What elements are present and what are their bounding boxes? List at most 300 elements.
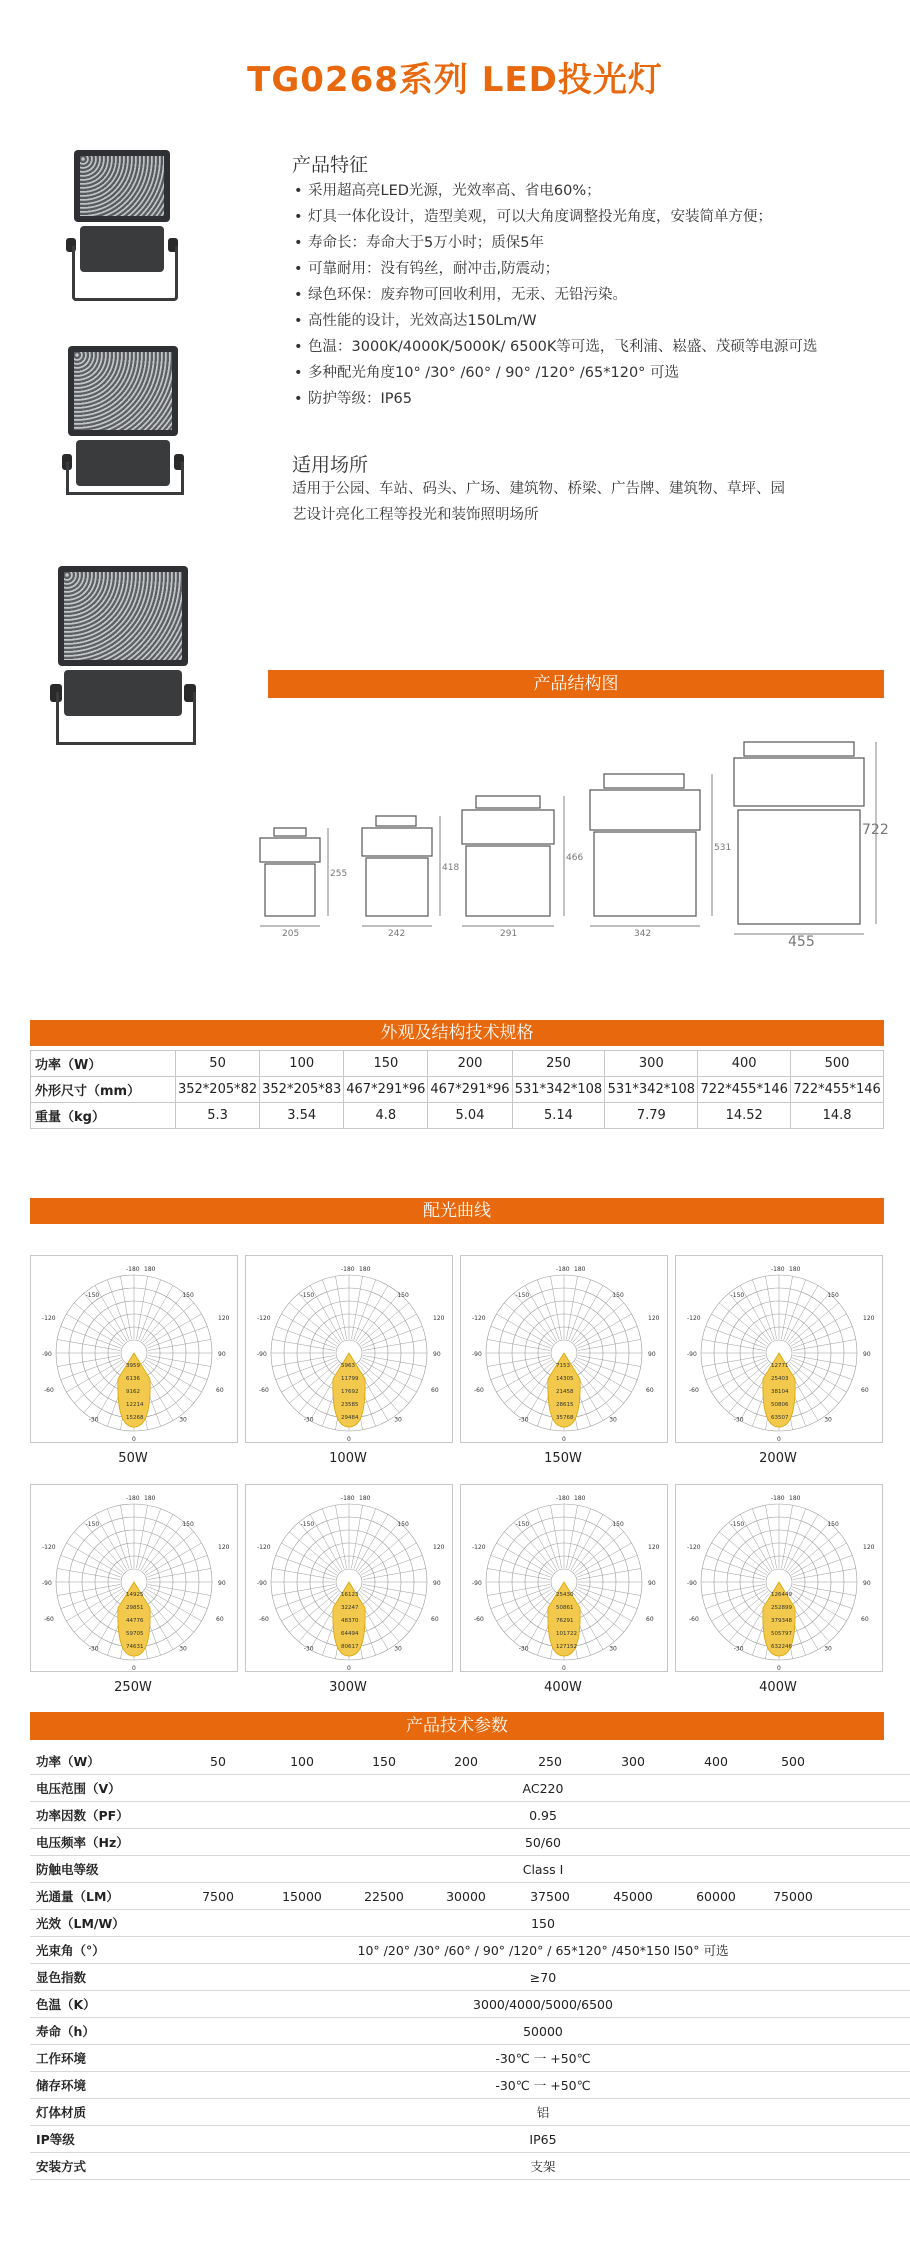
spec-cell: 500 [791,1051,884,1077]
polar-tick-label: 30 [824,1416,832,1424]
polar-tick-label: 180 [359,1266,371,1273]
params-value: 7500 [202,1888,234,1904]
polar-tick-label: -150 [300,1291,315,1299]
params-row-label: IP等级 [30,2126,176,2153]
polar-spoke [573,1522,614,1571]
spec-cell: 467*291*96 [428,1077,512,1103]
polar-tick-label: -150 [85,1291,100,1299]
polar-spoke [281,1360,336,1392]
feature-item: • 灯具一体化设计，造型美观，可以大角度调整投光角度，安装简单方便； [294,204,894,230]
polar-tick-label: -150 [515,1520,530,1528]
polar-chart [245,1484,453,1672]
polar-intensity-label: 7153 [556,1363,570,1369]
polar-tick-label: 30 [824,1645,832,1653]
polar-tick-label: 0 [777,1665,781,1671]
polar-spoke [299,1522,340,1571]
spec-cell: 100 [260,1051,344,1077]
params-row [30,1910,910,1937]
polar-tick-label: -60 [474,1387,484,1394]
polar-chart [675,1484,883,1672]
polar-tick-label: -150 [730,1520,745,1528]
params-value: 45000 [613,1888,653,1904]
polar-tick-label: -60 [44,1616,54,1623]
polar-tick-label: 120 [648,1315,660,1323]
polar-tick-label: 60 [861,1616,869,1623]
polar-intensity-label: 14925 [126,1592,144,1598]
params-row [30,2126,910,2153]
polar-spoke [786,1514,818,1569]
params-value: 150 [176,1910,910,1937]
polar-tick-label: 60 [646,1387,654,1394]
polar-spoke [74,1532,123,1573]
polar-spoke [310,1514,342,1569]
polar-tick-label: 90 [218,1580,226,1587]
params-row [30,1964,910,1991]
polar-spoke [141,1514,173,1569]
dim-label: 255 [330,869,348,879]
spec-cell: 722*455*146 [698,1077,791,1103]
params-value: 500 [781,1753,805,1769]
polar-intensity-label: 9162 [126,1389,140,1395]
polar-tick-label: -90 [257,1351,267,1358]
polar-spoke [573,1293,614,1342]
polar-spoke [711,1589,766,1621]
polar-tick-label: -180 [341,1266,355,1273]
polar-spoke [711,1360,766,1392]
polar-intensity-label: 35768 [556,1415,574,1421]
polar-tick-label: 60 [216,1387,224,1394]
polar-intensity-label: 29484 [341,1415,359,1421]
spec-row-label: 外形尺寸（mm） [31,1077,176,1103]
polar-tick-label: 150 [397,1291,409,1299]
polar-spoke [358,1522,399,1571]
polar-spoke [84,1293,125,1342]
polar-intensity-label: 23585 [341,1402,359,1408]
params-value: 30000 [446,1888,486,1904]
spec-row-weight [31,1103,884,1129]
structure-section-bar: 产品结构图 [268,670,884,698]
polar-tick-label: 60 [861,1387,869,1394]
params-value: 50/60 [176,1829,910,1856]
polar-spoke [289,1362,338,1403]
polar-tick-label: -120 [257,1315,271,1323]
polar-tick-label: 120 [648,1544,660,1552]
polar-spoke [145,1362,194,1403]
polar-intensity-label: 25430 [556,1592,574,1598]
params-value: 150 [372,1753,396,1769]
params-value: AC220 [176,1775,910,1802]
product-photo-3 [48,566,198,750]
polar-spoke [361,1589,416,1621]
polar-tick-label: 150 [827,1520,839,1528]
polar-spoke [571,1514,603,1569]
polar-chart [30,1484,238,1672]
polar-tick-label: -180 [126,1495,140,1502]
polar-spoke [281,1543,336,1575]
polar-spoke [719,1532,768,1573]
polar-caption: 200W [759,1451,797,1466]
polar-tick-label: -30 [518,1416,529,1424]
polar-spoke [281,1589,336,1621]
polar-intensity-label: 15268 [126,1415,144,1421]
polar-tick-label: -30 [518,1645,529,1653]
polar-spoke [788,1522,829,1571]
params-row-label: 工作环境 [30,2045,176,2072]
feature-item: • 寿命长：寿命大于5万小时；质保5年 [294,230,894,256]
spec-cell: 352*205*83 [260,1077,344,1103]
params-row-label: 电压范围（V） [30,1775,176,1802]
drawing-100w-body [362,828,432,856]
polar-intensity-label: 11799 [341,1376,359,1382]
spec-cell: 4.8 [344,1103,428,1129]
spec-cell: 722*455*146 [791,1077,884,1103]
spec-cell: 5.04 [428,1103,512,1129]
polar-spoke [504,1362,553,1403]
polar-intensity-label: 21458 [556,1389,574,1395]
polar-intensity-label: 38104 [771,1389,789,1395]
polar-tick-label: 120 [863,1315,875,1323]
polar-spoke [146,1589,201,1621]
drawing-100w-panel [366,858,428,916]
params-row [30,2099,910,2126]
polar-tick-label: 0 [347,1665,351,1671]
polar-spoke [360,1303,409,1344]
polar-spoke [504,1532,553,1573]
params-value: 37500 [530,1888,570,1904]
polar-tick-label: -90 [687,1580,697,1587]
dim-label: 722 [862,822,889,838]
params-row [30,2072,910,2099]
spec-row-label: 功率（W） [31,1051,176,1077]
polar-spoke [145,1532,194,1573]
polar-tick-label: -120 [472,1315,486,1323]
polar-spoke [514,1522,555,1571]
polar-spoke [786,1285,818,1340]
polar-spoke [356,1514,388,1569]
polar-intensity-label: 44776 [126,1618,144,1624]
polar-intensity-label: 76291 [556,1618,574,1624]
polar-spoke [788,1293,829,1342]
polar-spoke [360,1362,409,1403]
dim-label: 205 [282,929,300,939]
params-value: 100 [290,1753,314,1769]
polar-spoke [358,1293,399,1342]
polar-spoke [146,1543,201,1575]
params-section-bar: 产品技术参数 [30,1712,884,1740]
polar-spoke [504,1591,553,1632]
polar-spoke [740,1285,772,1340]
polar-spoke [74,1362,123,1403]
polar-spoke [361,1543,416,1575]
polar-spoke [360,1532,409,1573]
drawing-200w-panel [466,846,550,916]
polar-chart [460,1255,668,1443]
feature-item: • 采用超高亮LED光源，光效率高、省电60%； [294,178,894,204]
polar-spoke [790,1591,839,1632]
polar-tick-label: 0 [777,1436,781,1442]
polar-tick-label: -60 [689,1387,699,1394]
params-row-label: 防触电等级 [30,1856,176,1883]
polar-tick-label: 90 [218,1351,226,1358]
polar-caption: 400W [544,1680,582,1695]
polar-tick-label: -30 [733,1645,744,1653]
polar-intensity-label: 252899 [771,1605,792,1611]
params-row [30,1991,910,2018]
spec-cell: 150 [344,1051,428,1077]
polar-tick-label: 90 [863,1580,871,1587]
params-row-label: 色温（K） [30,1991,176,2018]
spec-cell: 250 [512,1051,605,1077]
params-row [30,1856,910,1883]
polar-tick-label: -30 [733,1416,744,1424]
polar-intensity-label: 74631 [126,1644,144,1650]
polar-tick-label: -90 [472,1580,482,1587]
polar-spoke [525,1514,557,1569]
polar-tick-label: 150 [397,1520,409,1528]
feature-item: • 色温：3000K/4000K/5000K/ 6500K等可选，飞利浦、崧盛、茂硕等电源可选 [294,334,894,360]
structure-drawings [250,740,890,990]
params-lumen-values [176,1889,910,1904]
places-line-1: 适用于公园、车站、码头、广场、建筑物、桥梁、广告牌、建筑物、草坪、园 [292,481,785,497]
features-heading: 产品特征 [292,154,369,176]
polar-spoke [361,1360,416,1392]
params-row [30,2018,910,2045]
polar-tick-label: 60 [216,1616,224,1623]
dim-label: 455 [788,934,815,950]
polar-spoke [74,1303,123,1344]
polar-intensity-label: 5963 [341,1363,355,1369]
polar-intensity-label: 28615 [556,1402,574,1408]
polar-tick-label: -180 [771,1266,785,1273]
polar-spoke [496,1314,551,1346]
polar-tick-label: 180 [359,1495,371,1502]
polar-spoke [496,1589,551,1621]
polar-intensity-label: 6136 [126,1376,140,1382]
places-line-2: 艺设计亮化工程等投光和装饰照明场所 [292,507,539,523]
spec-cell: 531*342*108 [512,1077,605,1103]
polar-tick-label: -120 [42,1315,56,1323]
feature-item: • 高性能的设计，光效高达150Lm/W [294,308,894,334]
params-row [30,2153,910,2180]
polar-tick-label: 0 [132,1665,136,1671]
params-row-label: 光束角（°） [30,1937,176,1964]
polar-tick-label: 30 [394,1645,402,1653]
polar-tick-label: 90 [433,1351,441,1358]
polar-tick-label: -150 [515,1291,530,1299]
polar-intensity-label: 126449 [771,1592,792,1598]
polar-spoke [575,1362,624,1403]
polar-intensity-label: 3959 [126,1363,140,1369]
polar-chart [30,1255,238,1443]
feature-item: • 可靠耐用：没有钨丝，耐冲击,防震动； [294,256,894,282]
drawing-300w-body [590,790,700,830]
polar-spoke [719,1591,768,1632]
polar-spoke [66,1314,121,1346]
polar-tick-label: 0 [347,1436,351,1442]
polar-tick-label: 60 [431,1616,439,1623]
params-row [30,2045,910,2072]
params-value: 22500 [364,1888,404,1904]
polar-tick-label: 180 [144,1495,156,1502]
polar-spoke [791,1360,846,1392]
polar-intensity-label: 379348 [771,1618,792,1624]
feature-item: • 绿色环保：废弃物可回收利用，无汞、无铅污染。 [294,282,894,308]
polar-intensity-label: 505797 [771,1631,792,1637]
polar-intensity-label: 50861 [556,1605,574,1611]
params-value: 75000 [773,1888,813,1904]
spec-row-size [31,1077,884,1103]
polar-intensity-label: 12771 [771,1363,789,1369]
polar-spoke [711,1543,766,1575]
polar-spoke [576,1314,631,1346]
polar-tick-label: 120 [218,1544,230,1552]
params-row-label: 灯体材质 [30,2099,176,2126]
polar-tick-label: 180 [789,1495,801,1502]
dim-label: 531 [714,843,732,853]
params-value: 50000 [176,2018,910,2045]
polar-spoke [791,1314,846,1346]
params-value: -30℃ 一 +50℃ [176,2045,910,2072]
polar-tick-label: 30 [394,1416,402,1424]
polar-caption: 400W [759,1680,797,1695]
polar-spoke [145,1591,194,1632]
polar-intensity-label: 14305 [556,1376,574,1382]
params-power-values [176,1754,910,1769]
dim-label: 418 [442,863,460,873]
polar-spoke [74,1591,123,1632]
polar-spoke [711,1314,766,1346]
page-title: TG0268系列 LED投光灯 [247,60,663,100]
polar-spoke [790,1303,839,1344]
polar-spoke [514,1293,555,1342]
spec-cell: 3.54 [260,1103,344,1129]
params-row-label: 显色指数 [30,1964,176,1991]
params-value: 50 [210,1753,226,1769]
spec-cell: 7.79 [605,1103,698,1129]
polar-intensity-label: 63507 [771,1415,789,1421]
polar-spoke [791,1543,846,1575]
polar-intensity-label: 16123 [341,1592,359,1598]
feature-item: • 防护等级：IP65 [294,386,894,412]
drawing-500w-body [734,758,864,806]
polar-spoke [525,1285,557,1340]
params-row [30,1937,910,1964]
polar-caption: 100W [329,1451,367,1466]
spec-cell: 352*205*82 [176,1077,260,1103]
polar-spoke [289,1303,338,1344]
polar-spoke [496,1543,551,1575]
dim-label: 242 [388,929,406,939]
params-value: 15000 [282,1888,322,1904]
params-value: 300 [621,1753,645,1769]
polar-spoke [141,1285,173,1340]
spec-row-power [31,1051,884,1077]
polar-tick-label: -90 [257,1580,267,1587]
polar-tick-label: 150 [612,1520,624,1528]
polar-spoke [740,1514,772,1569]
polar-spoke [310,1285,342,1340]
polar-tick-label: 90 [648,1580,656,1587]
drawing-300w-panel [594,832,696,916]
polar-intensity-label: 101722 [556,1631,577,1637]
polar-spoke [356,1285,388,1340]
polar-spoke [790,1362,839,1403]
polar-spoke [729,1522,770,1571]
spec-cell: 14.52 [698,1103,791,1129]
dim-label: 466 [566,853,584,863]
polar-spoke [496,1360,551,1392]
polar-tick-label: -150 [85,1520,100,1528]
polar-tick-label: 90 [648,1351,656,1358]
polar-spoke [575,1532,624,1573]
polar-tick-label: 30 [609,1416,617,1424]
polar-spoke [790,1532,839,1573]
spec-cell: 5.3 [176,1103,260,1129]
polar-tick-label: -180 [771,1495,785,1502]
dim-label: 291 [500,929,518,939]
polar-spoke [571,1285,603,1340]
polar-tick-label: 60 [431,1387,439,1394]
polar-tick-label: -120 [687,1544,701,1552]
polar-spoke [719,1303,768,1344]
polar-spoke [289,1532,338,1573]
product-photo-1 [62,150,182,310]
polar-spoke [66,1360,121,1392]
polar-tick-label: -90 [472,1351,482,1358]
params-value: 3000/4000/5000/6500 [176,1991,910,2018]
params-row-label: 电压频率（Hz） [30,1829,176,1856]
polar-spoke [95,1285,127,1340]
polar-chart [245,1255,453,1443]
params-row [30,1829,910,1856]
polar-spoke [84,1522,125,1571]
spec-cell: 14.8 [791,1103,884,1129]
polar-tick-label: -30 [88,1416,99,1424]
polar-tick-label: 180 [574,1266,586,1273]
polar-intensity-label: 64494 [341,1631,359,1637]
polar-tick-label: -120 [257,1544,271,1552]
polar-spoke [143,1293,184,1342]
spec-cell: 300 [605,1051,698,1077]
spec-row-label: 重量（kg） [31,1103,176,1129]
params-row-label: 安装方式 [30,2153,176,2180]
drawing-50w-body [260,838,320,862]
spec-section-bar: 外观及结构技术规格 [30,1020,884,1046]
polar-tick-label: -90 [42,1351,52,1358]
params-value: 10° /20° /30° /60° / 90° /120° / 65*120° /450*150 l50° 可选 [176,1937,910,1964]
polar-spoke [66,1589,121,1621]
features-list [294,178,894,412]
params-value: 400 [704,1753,728,1769]
drawing-200w-body [462,810,554,844]
polar-intensity-label: 17692 [341,1389,359,1395]
polar-tick-label: 90 [433,1580,441,1587]
polar-caption: 150W [544,1451,582,1466]
polar-tick-label: -30 [88,1645,99,1653]
params-value: 200 [454,1753,478,1769]
polar-spoke [576,1543,631,1575]
params-row-label: 功率（W） [30,1748,176,1775]
polar-spoke [576,1360,631,1392]
polar-spoke [575,1303,624,1344]
params-row-label: 储存环境 [30,2072,176,2099]
polar-spoke [504,1303,553,1344]
polar-tick-label: -90 [42,1580,52,1587]
spec-cell: 200 [428,1051,512,1077]
polar-tick-label: -60 [259,1387,269,1394]
params-value: -30℃ 一 +50℃ [176,2072,910,2099]
polar-spoke [281,1314,336,1346]
